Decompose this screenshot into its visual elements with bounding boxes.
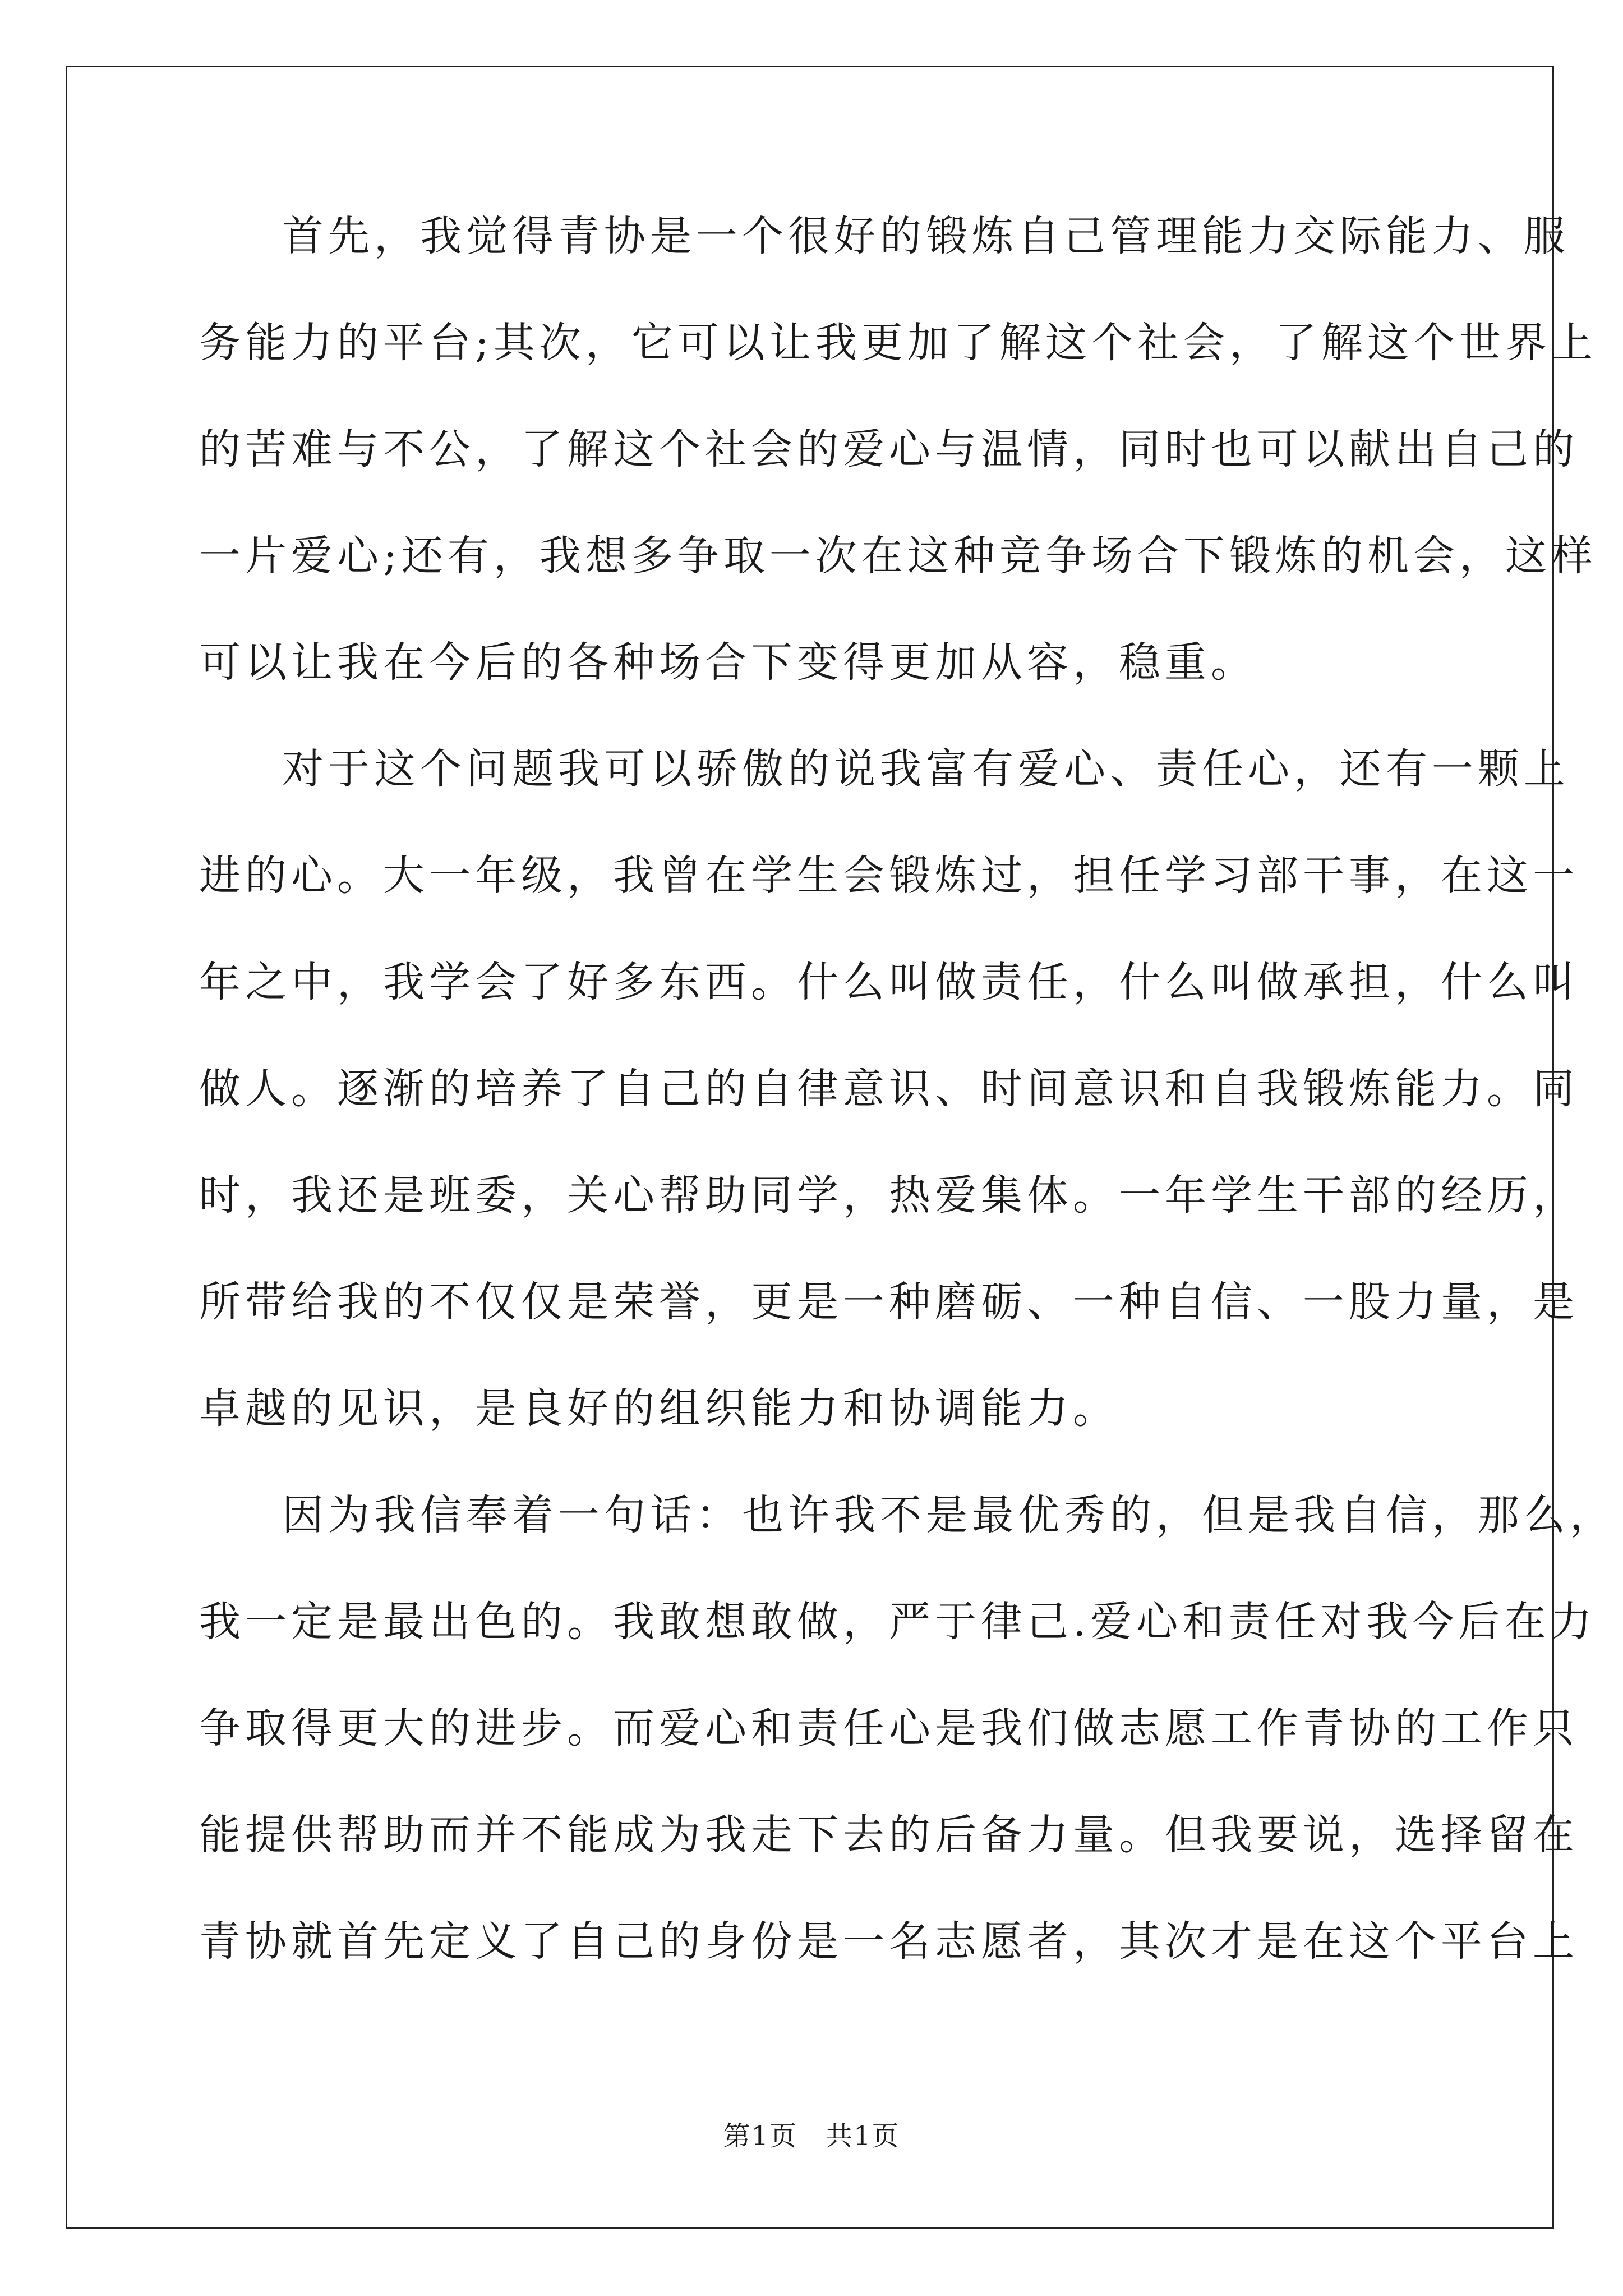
paragraph-2-line-2: 进的心。大一年级，我曾在学生会锻炼过，担任学习部干事，在这一 [199, 852, 1579, 900]
paragraph-2-line-1: 对于这个问题我可以骄傲的说我富有爱心、责任心，还有一颗上 [282, 745, 1570, 793]
paragraph-2-line-7: 卓越的见识，是良好的组织能力和协调能力。 [199, 1384, 1119, 1433]
paragraph-2-line-3: 年之中，我学会了好多东西。什么叫做责任，什么叫做承担，什么叫 [199, 958, 1579, 1006]
document-body [199, 205, 1616, 2017]
paragraph-3-line-4: 能提供帮助而并不能成为我走下去的后备力量。但我要说，选择留在 [199, 1811, 1579, 1859]
paragraph-2-line-5: 时，我还是班委，关心帮助同学，热爱集体。一年学生干部的经历， [199, 1171, 1579, 1220]
paragraph-2-line-6: 所带给我的不仅仅是荣誉，更是一种磨砺、一种自信、一股力量，是 [199, 1278, 1579, 1326]
paragraph-3-line-1: 因为我信奉着一句话：也许我不是最优秀的，但是我自信，那么， [282, 1491, 1616, 1539]
paragraph-2-line-4: 做人。逐渐的培养了自己的自律意识、时间意识和自我锻炼能力。同 [199, 1065, 1579, 1113]
paragraph-1-line-5: 可以让我在今后的各种场合下变得更加从容，稳重。 [199, 638, 1257, 687]
paragraph-3-line-3: 争取得更大的进步。而爱心和责任心是我们做志愿工作青协的工作只 [199, 1704, 1579, 1752]
paragraph-1-line-2: 务能力的平台;其次，它可以让我更加了解这个社会，了解这个世界上 [199, 319, 1597, 367]
paragraph-1-line-1: 首先，我觉得青协是一个很好的锻炼自己管理能力交际能力、服 [282, 212, 1570, 260]
paragraph-1-line-4: 一片爱心;还有，我想多争取一次在这种竞争场合下锻炼的机会，这样 [199, 532, 1597, 580]
paragraph-3-line-5: 青协就首先定义了自己的身份是一名志愿者，其次才是在这个平台上 [199, 1917, 1579, 1966]
paragraph-3-line-2: 我一定是最出色的。我敢想敢做，严于律己.爱心和责任对我今后在力 [199, 1598, 1597, 1646]
page-number-footer: 第1页 共1页 [723, 2120, 900, 2152]
paragraph-1-line-3: 的苦难与不公，了解这个社会的爱心与温情，同时也可以献出自己的 [199, 425, 1579, 473]
